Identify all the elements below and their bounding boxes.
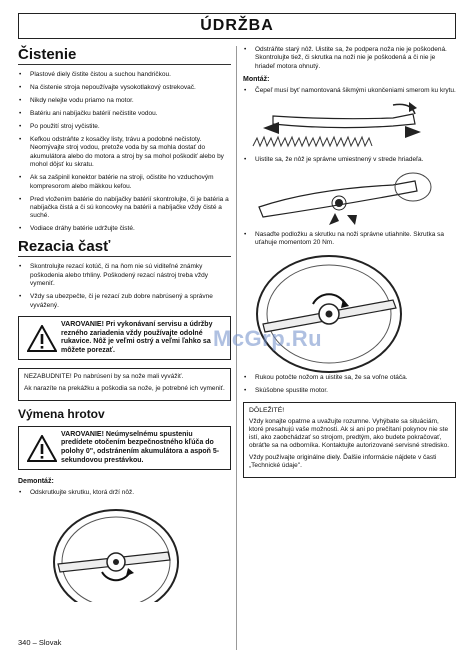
list-item: • Kefkou odstráňte z kosačky listy, trávu a podobné nečistoty. Neomývajte stroj vodou, pretože voda by sa mohla dostať do akumulátora alebo do motora a stroj by sa mohol poškodiť alebo by mohol dôjsť ku skratu. bbox=[18, 136, 231, 170]
notice-line: NEZABUDNITE! Po nabrúsení by sa nože mali vyvážiť. bbox=[24, 373, 184, 381]
notice-line: Ak narazíte na prekážku a poškodia sa nože, je potrebné ich vymeniť. bbox=[24, 384, 225, 392]
remove-list bbox=[243, 46, 456, 71]
list-item: • Čepeľ musí byť namontovaná šikmými ukončeniami smerom ku krytu. bbox=[243, 87, 456, 95]
page-footer: 340 – Slovak bbox=[18, 638, 62, 647]
cleaning-heading: Čistenie bbox=[18, 46, 231, 65]
mount-label: Montáž: bbox=[243, 75, 270, 83]
list-item: • Rukou potočte nožom a uistite sa, že sa voľne otáča. bbox=[243, 374, 456, 382]
important-line: Vždy konajte opatrne a uvažujte rozumne. Vyhýbate sa situáciám, ktoré presahujú vaše možnosti. Ak si ani po prečítaní pokynov nie ste istí, ako zaobchádzať so strojom, predtým, ako budete pokračovať, obráťte sa na odborníka. Kontaktujte autorizované servisné stredisko. bbox=[249, 417, 450, 450]
warning-text: VAROVANIE! Neúmyselnému spusteniu predídete otočením bezpečnostného kľúča do polohy 0", odstránením akumulátora a aspoň 5-sekundovou prestávkou. bbox=[61, 430, 220, 464]
important-title: DÔLEŽITÉ! bbox=[249, 406, 285, 414]
cutting-list bbox=[18, 263, 231, 310]
list-item: • Plastové diely čistite čistou a suchou handričkou. bbox=[18, 71, 231, 79]
mount-list-1 bbox=[243, 87, 456, 95]
warning-box-start bbox=[18, 426, 231, 470]
right-column bbox=[243, 46, 456, 484]
warning-triangle-icon bbox=[23, 325, 61, 352]
list-item: • Skontrolujte rezací kotúč, či na ňom nie sú viditeľné známky poškodenia alebo trhliny. Poškodený rezací nástroj treba vždy vymeniť. bbox=[18, 263, 231, 288]
list-item: • Vždy sa ubezpečte, či je rezací zub dobre nabrúsený a správne vyvážený. bbox=[18, 293, 231, 310]
mount-list-2 bbox=[243, 156, 456, 164]
cutting-heading: Rezacia časť bbox=[18, 238, 231, 257]
list-item: • Uistite sa, že nôž je správne umiestnený v strede hriadeľa. bbox=[243, 156, 456, 164]
mount-list-4 bbox=[243, 374, 456, 395]
list-item: • Ak sa zašpinil konektor batérie na stroji, očistite ho vzduchovým kompresorom alebo mäkkou kefou. bbox=[18, 174, 231, 191]
page-header bbox=[18, 13, 456, 39]
page-title: ÚDRŽBA bbox=[200, 17, 274, 34]
list-item: • Po použití stroj vyčistite. bbox=[18, 123, 231, 131]
blade-tighten-illustration bbox=[243, 252, 443, 374]
warning-box-gloves bbox=[18, 316, 231, 360]
notice-box bbox=[18, 368, 231, 400]
blade-removal-illustration bbox=[18, 502, 218, 602]
list-item: • Odskrutkujte skrutku, ktorá drží nôž. bbox=[18, 489, 231, 497]
dismount-label: Demontáž: bbox=[18, 478, 54, 486]
list-item: • Vodiace dráhy batérie udržujte čisté. bbox=[18, 225, 231, 233]
list-item: • Na čistenie stroja nepoužívajte vysokotlakový ostrekovač. bbox=[18, 84, 231, 92]
blade-angle-illustration bbox=[243, 100, 443, 156]
list-item: • Nasaďte podložku a skrutku na noži správne utiahnite. Skrutka sa uťahuje momentom 20 Nm. bbox=[243, 231, 456, 248]
warning-triangle-icon bbox=[23, 435, 61, 462]
blade-center-illustration bbox=[243, 169, 443, 231]
list-item: • Nikdy nelejte vodu priamo na motor. bbox=[18, 97, 231, 105]
watermark: McGrp.Ru bbox=[213, 326, 323, 351]
important-box bbox=[243, 402, 456, 478]
warning-text: VAROVANIE! Pri vykonávaní servisu a údržby rezného zariadenia vždy používajte odolné rukavice. Nôž je veľmi ostrý a veľmi ľahko sa môžete porezať. bbox=[61, 321, 213, 354]
list-item: • Odstráňte starý nôž. Uistite sa, že podpera noža nie je poškodená. Skontrolujte tiež, či skrutka na noži nie je poškodená a či nie je hriadeľ motora ohnutý. bbox=[243, 46, 456, 71]
mount-list-3 bbox=[243, 231, 456, 248]
dismount-list bbox=[18, 489, 231, 497]
left-column bbox=[18, 46, 231, 602]
cleaning-list bbox=[18, 71, 231, 234]
replace-heading: Výmena hrotov bbox=[18, 406, 105, 421]
list-item: • Pred vložením batérie do nabíjačky batérií skontrolujte, či je batéria a nabíjačka čistá a či sú koncovky na batérii a nabíjačke vždy čisté a suché. bbox=[18, 196, 231, 221]
list-item: • Skúšobne spustite motor. bbox=[243, 387, 456, 395]
important-line: Vždy používajte originálne diely. Ďalšie informácie nájdete v časti „Technické údaje". bbox=[249, 453, 437, 469]
list-item: • Batériu ani nabíjačku batérií nečistite vodou. bbox=[18, 110, 231, 118]
